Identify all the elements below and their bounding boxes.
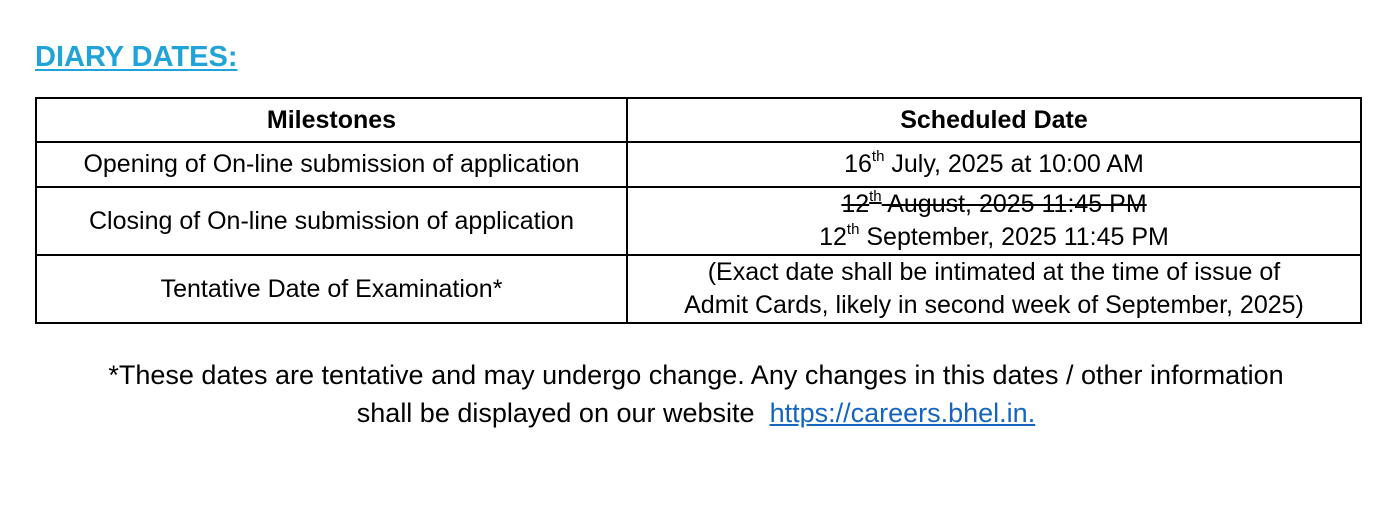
column-header-scheduled-date: Scheduled Date (627, 98, 1361, 142)
date-cell (627, 255, 1361, 323)
date-note-line-1: (Exact date shall be intimated at the time of issue of (707, 258, 1281, 286)
date-day: 16 (844, 150, 872, 178)
footnote-line-2 (40, 394, 1352, 432)
table-row (36, 187, 1361, 255)
old-date-suffix: th (869, 187, 882, 205)
old-date-rest: August, 2025 11:45 PM (881, 190, 1147, 218)
date-rest: July, 2025 at 10:00 AM (884, 150, 1144, 178)
table-row (36, 255, 1361, 323)
date-day: 12 (819, 223, 847, 251)
milestone-cell: Closing of On-line submission of application (36, 187, 627, 255)
diary-dates-table (35, 97, 1362, 324)
date-suffix: th (846, 220, 860, 238)
footnote-text: shall be displayed on our website (356, 398, 763, 428)
page-heading: DIARY DATES: (35, 41, 238, 73)
milestone-cell: Opening of On-line submission of application (36, 142, 627, 187)
careers-website-link[interactable]: https://careers.bhel.in. (769, 398, 1036, 428)
old-date-day: 12 (841, 190, 870, 218)
date-suffix: th (871, 147, 885, 165)
milestone-cell: Tentative Date of Examination* (36, 255, 627, 323)
revised-date (634, 221, 1354, 254)
table-header-row (36, 98, 1361, 142)
column-header-milestones: Milestones (36, 98, 627, 142)
date-cell (627, 142, 1361, 187)
table-row (36, 142, 1361, 187)
footnote (40, 356, 1352, 432)
date-note-line-2: Admit Cards, likely in second week of September, 2025) (684, 291, 1304, 319)
date-cell (627, 187, 1361, 255)
date-rest: September, 2025 11:45 PM (859, 223, 1169, 251)
footnote-line-1: *These dates are tentative and may undergo change. Any changes in this dates / other information (108, 360, 1284, 390)
struck-old-date (634, 188, 1354, 221)
